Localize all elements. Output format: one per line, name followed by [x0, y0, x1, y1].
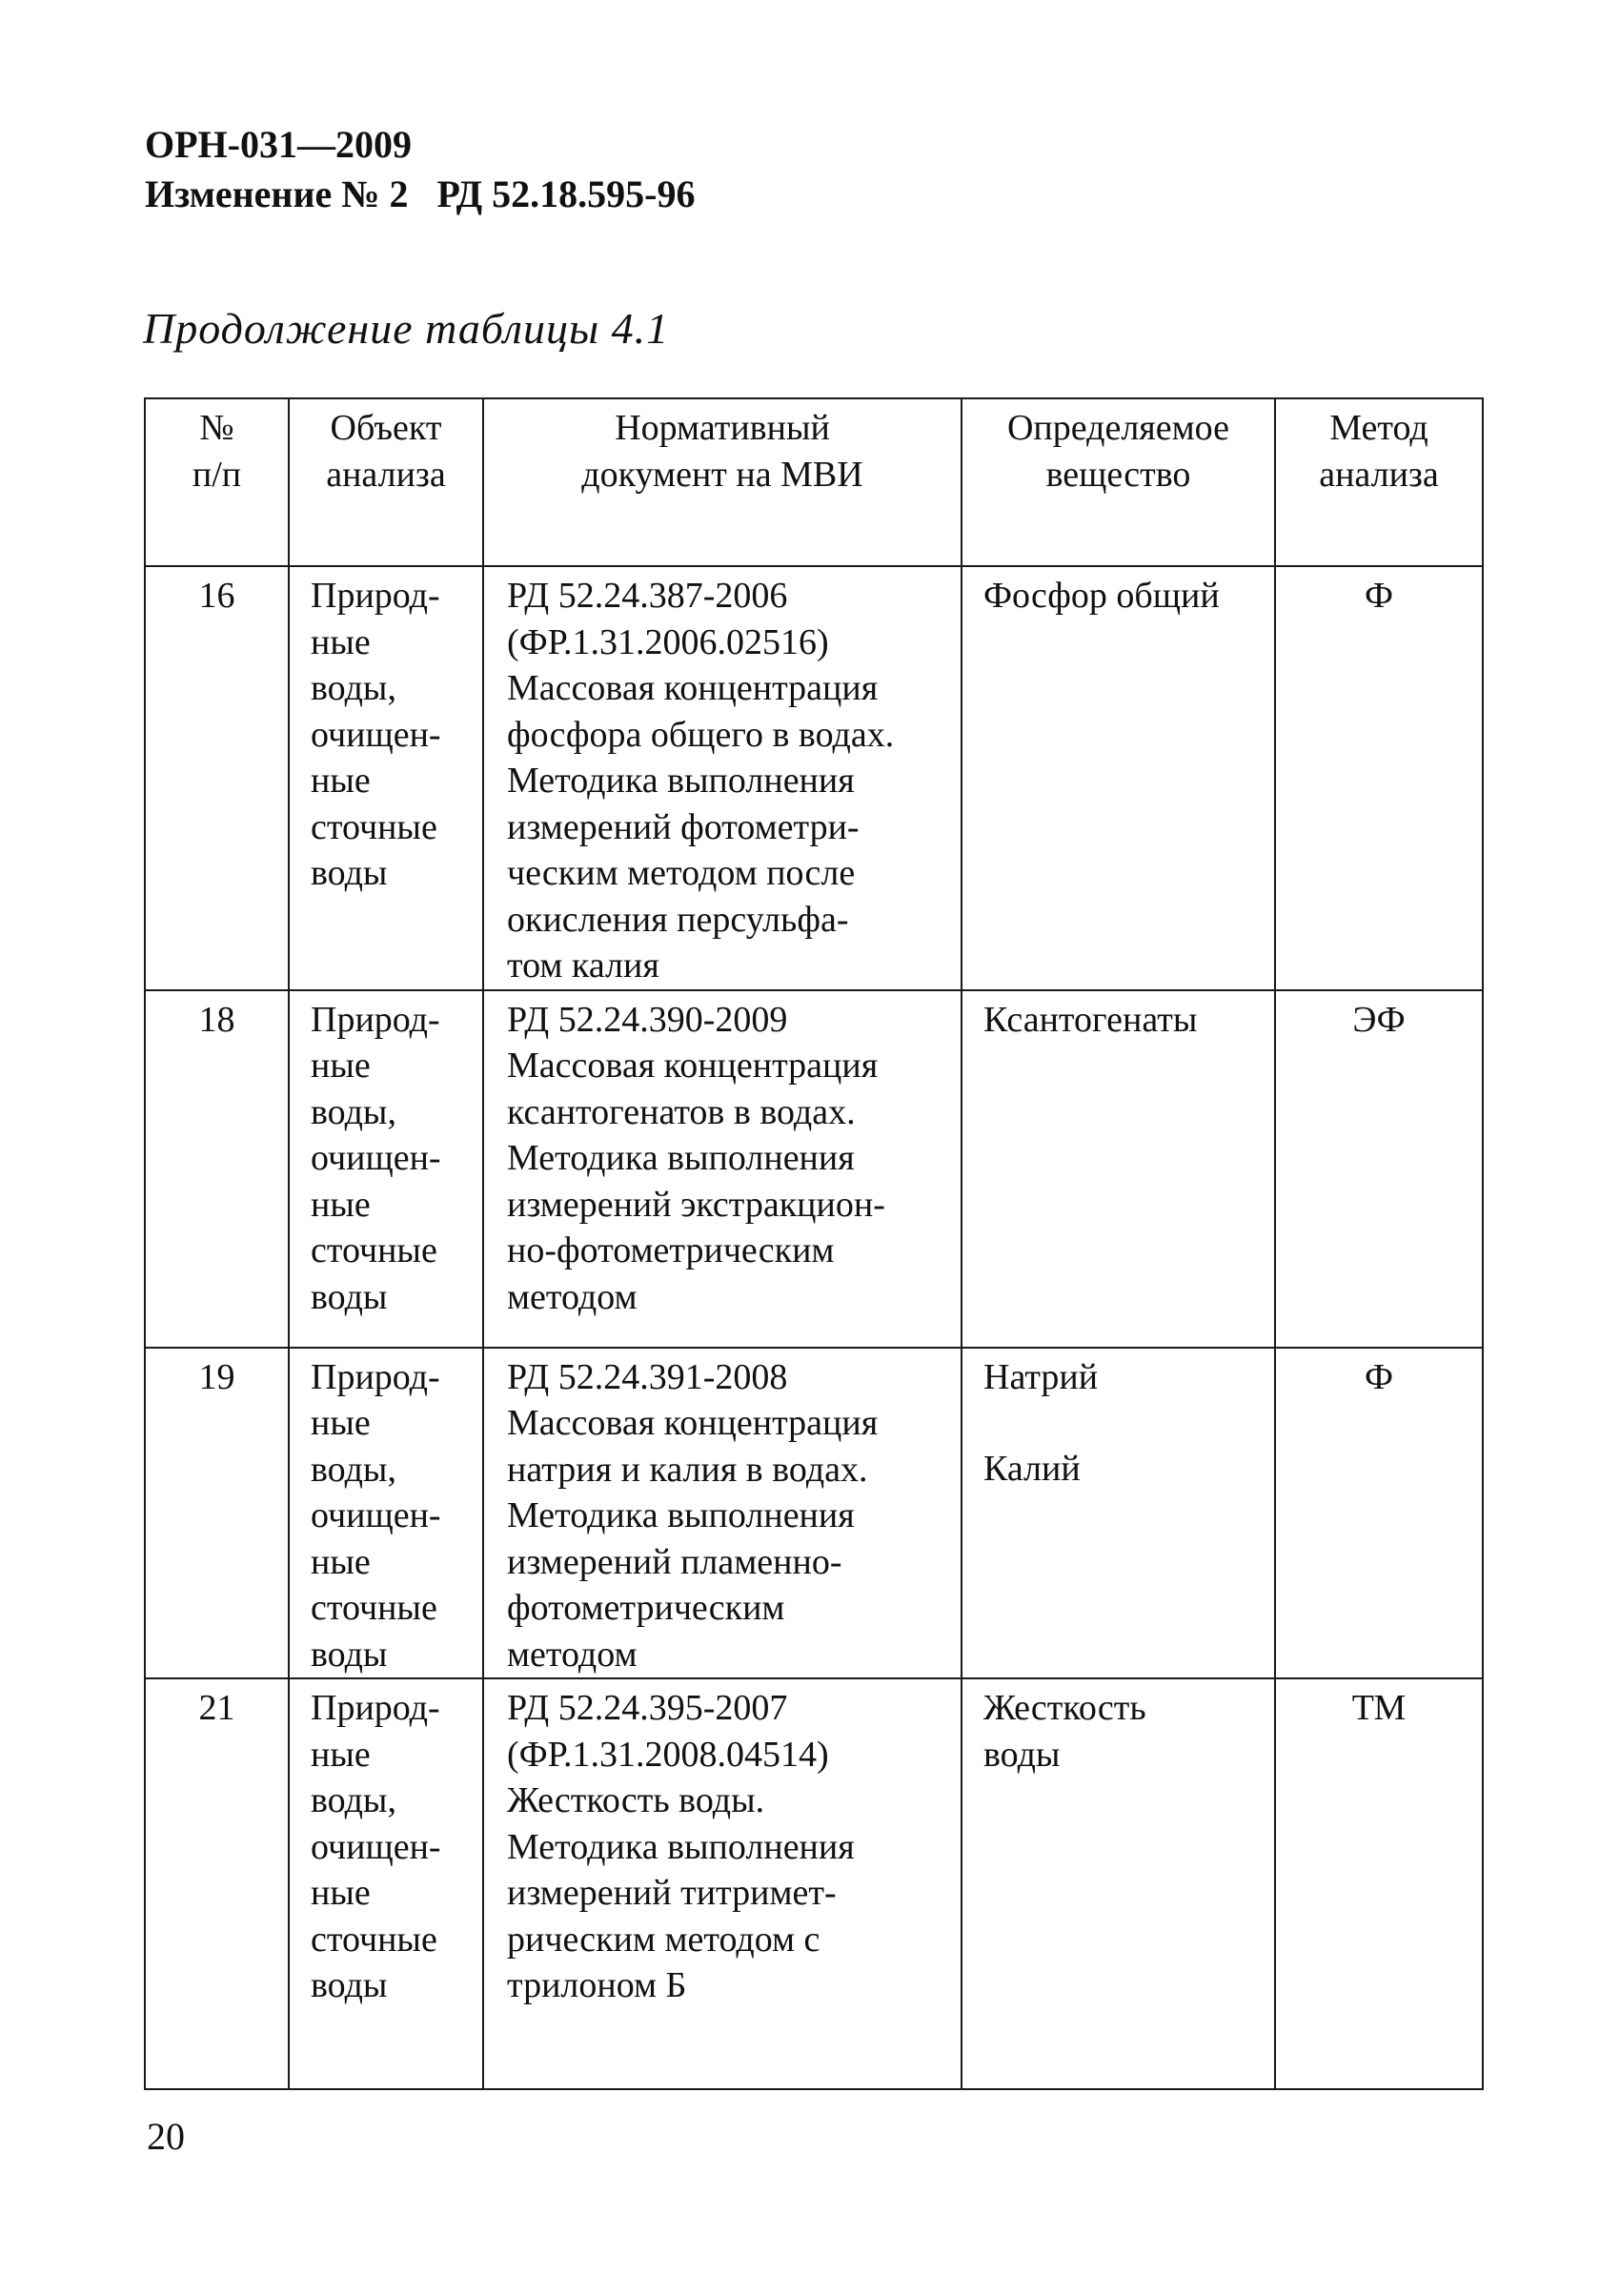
table-caption: Продолжение таблицы 4.1 [143, 304, 670, 353]
normative-document: РД 52.24.391-2008 Массовая концентрация натрия и калия в водах. Методика выполнения измерений пламенно- фотометрическим методом [483, 1348, 962, 1679]
analysis-object: Природ- ные воды, очищен- ные сточные воды [289, 566, 483, 990]
table-row [145, 566, 1483, 990]
normative-document: РД 52.24.387-2006 (ФР.1.31.2006.02516) Массовая концентрация фосфора общего в водах. Методика выполнения измерений фотометри- ческим методом после окисления персульфа- том калия [483, 566, 962, 990]
document-header [145, 120, 695, 219]
determined-substance: Ксантогенаты [962, 990, 1275, 1348]
row-number: 21 [145, 1678, 289, 2089]
header-cell-document: Нормативный документ на МВИ [483, 398, 962, 566]
normative-document: РД 52.24.395-2007 (ФР.1.31.2008.04514) Жесткость воды. Методика выполнения измерений титримет- рическим методом с трилоном Б [483, 1678, 962, 2089]
header-cell-method: Метод анализа [1275, 398, 1483, 566]
amendment-title: Изменение № 2 РД 52.18.595-96 [145, 173, 696, 215]
determined-substance: Жесткость воды [962, 1678, 1275, 2089]
row-number: 16 [145, 566, 289, 990]
header-cell-substance: Определяемое вещество [962, 398, 1275, 566]
table-header-row [145, 398, 1483, 566]
header-cell-number: № п/п [145, 398, 289, 566]
row-number: 19 [145, 1348, 289, 1679]
analysis-method: Ф [1275, 566, 1483, 990]
table-container [144, 397, 1482, 2079]
analysis-method: ТМ [1275, 1678, 1483, 2089]
analysis-object: Природ- ные воды, очищен- ные сточные воды [289, 990, 483, 1348]
row-number: 18 [145, 990, 289, 1348]
methods-table [144, 397, 1484, 2090]
header-cell-object: Объект анализа [289, 398, 483, 566]
page-number: 20 [147, 2115, 185, 2158]
analysis-object: Природ- ные воды, очищен- ные сточные воды [289, 1348, 483, 1679]
table-row [145, 1348, 1483, 1679]
determined-substance: Фосфор общий [962, 566, 1275, 990]
determined-substance: Натрий Калий [962, 1348, 1275, 1679]
analysis-method: Ф [1275, 1348, 1483, 1679]
analysis-object: Природ- ные воды, очищен- ные сточные воды [289, 1678, 483, 2089]
table-row [145, 1678, 1483, 2089]
normative-document: РД 52.24.390-2009 Массовая концентрация ксантогенатов в водах. Методика выполнения измерений экстракцион- но-фотометрическим методом [483, 990, 962, 1348]
document-code: ОРН-031—2009 [145, 123, 412, 166]
table-row [145, 990, 1483, 1348]
analysis-method: ЭФ [1275, 990, 1483, 1348]
